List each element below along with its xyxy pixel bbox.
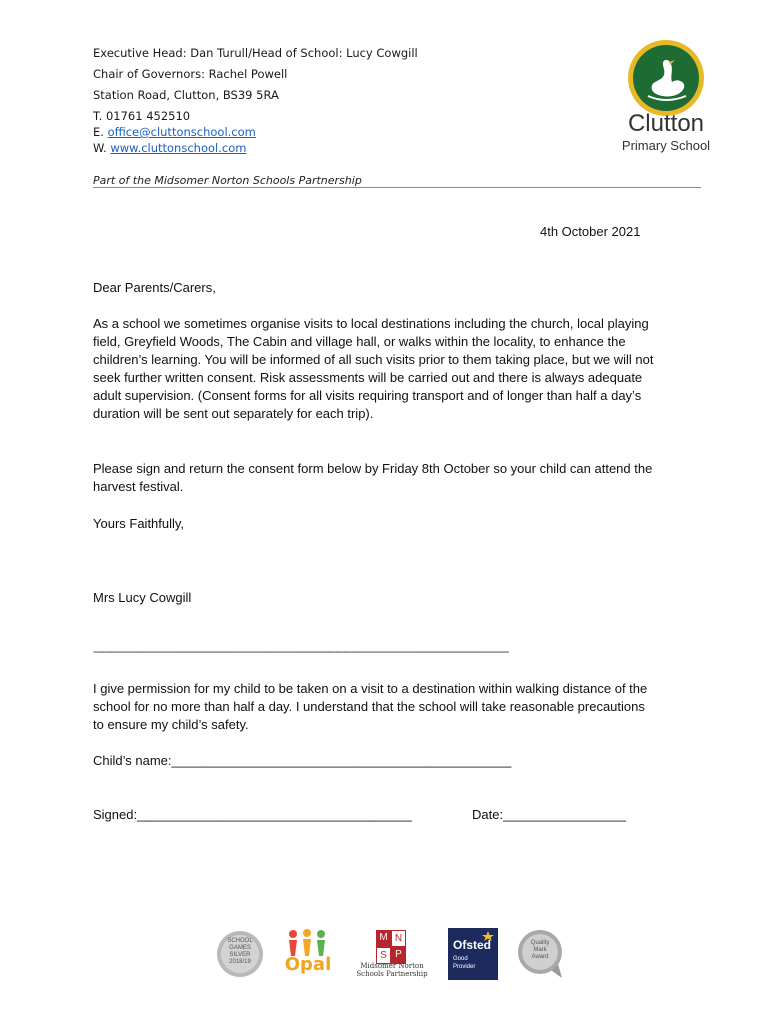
opal-wordmark: Opal [284, 954, 332, 975]
header-address: Station Road, Clutton, BS39 5RA [93, 88, 279, 102]
swan-emblem-icon [626, 38, 706, 118]
quality-mark-badge [514, 928, 570, 980]
mnsp-letter-m: M [376, 930, 391, 947]
ofsted-stars-icon [481, 931, 495, 941]
quality-mark-line-3: Award [531, 954, 549, 960]
email-link[interactable]: office@cluttonschool.com [107, 125, 256, 139]
salutation: Dear Parents/Carers, [93, 280, 216, 295]
school-logo [612, 38, 720, 158]
header-web-line [93, 141, 246, 155]
opal-logo [283, 928, 333, 980]
quality-mark-line-2: Mark [533, 947, 547, 953]
mnsp-grid [376, 930, 406, 960]
games-badge-line-2: GAMES [229, 945, 251, 951]
header-chair: Chair of Governors: Rachel Powell [93, 67, 288, 81]
games-badge-line-4: 2018/19 [229, 959, 251, 965]
paragraph-visits: As a school we sometimes organise visits to local destinations including the church, local playing field, Greyfield Woods, The Cabin and village hall, or walks within the locality, to enhance the children’s learning. You will be informed of all such visits prior to them taking place, but we will not seek further written consent. Risk assessments will be carried out and there is always adequate adult supervision. (Consent forms for all visits requiring transport and of longer than half a day’s duration will be sent out separately for each trip). [93, 316, 654, 421]
cut-line: ------------------------------------------------------------------------------------------------------------------------------------------------------------ [93, 646, 509, 658]
child-name-field[interactable]: Child’s name:_______________________________________________ [93, 753, 512, 768]
logo-school-name: Clutton [627, 110, 705, 137]
date-field[interactable]: Date:_________________ [472, 807, 626, 822]
header-phone: T. 01761 452510 [93, 109, 191, 123]
header-exec-head: Executive Head: Dan Turull/Head of School: Lucy Cowgill [93, 46, 418, 60]
header-email-line [93, 125, 256, 139]
header-divider [93, 187, 701, 188]
web-prefix: W. [93, 141, 111, 155]
ofsted-wordmark: Ofsted [453, 938, 492, 952]
mnsp-text-line-1: Midsomer Norton [360, 962, 424, 970]
signature-field[interactable]: Signed:______________________________________ [93, 807, 412, 822]
logo-subtitle: Primary School [621, 138, 711, 153]
mnsp-logo [352, 928, 432, 980]
quality-mark-line-1: Quality [530, 940, 550, 946]
paragraph-consent-deadline: Please sign and return the consent form below by Friday 8th October so your child can attend the harvest festival. [93, 461, 653, 494]
mnsp-letter-n: N [391, 930, 406, 947]
ofsted-badge [448, 928, 498, 980]
games-silver-badge [216, 928, 264, 980]
mnsp-text-line-2: Schools Partnership [356, 970, 428, 978]
letter-date: 4th October 2021 [540, 224, 641, 239]
signatory-name: Mrs Lucy Cowgill [93, 590, 192, 605]
permission-statement: I give permission for my child to be taken on a visit to a destination within walking distance of the school for no more than half a day. I understand that the school will take reasonable precautions to ensure my child’s safety. [93, 681, 648, 732]
email-prefix: E. [93, 125, 108, 139]
games-badge-line-3: SILVER [229, 952, 251, 958]
games-badge-line-1: SCHOOL [227, 938, 253, 944]
mnsp-letter-p: P [391, 947, 406, 964]
ofsted-good: Good [453, 956, 468, 962]
ofsted-provider: Provider [453, 964, 476, 970]
mnsp-letter-s: S [376, 947, 391, 964]
closing: Yours Faithfully, [93, 516, 185, 531]
website-link[interactable]: www.cluttonschool.com [110, 141, 247, 155]
partnership-line: Part of the Midsomer Norton Schools Partnership [93, 174, 362, 187]
